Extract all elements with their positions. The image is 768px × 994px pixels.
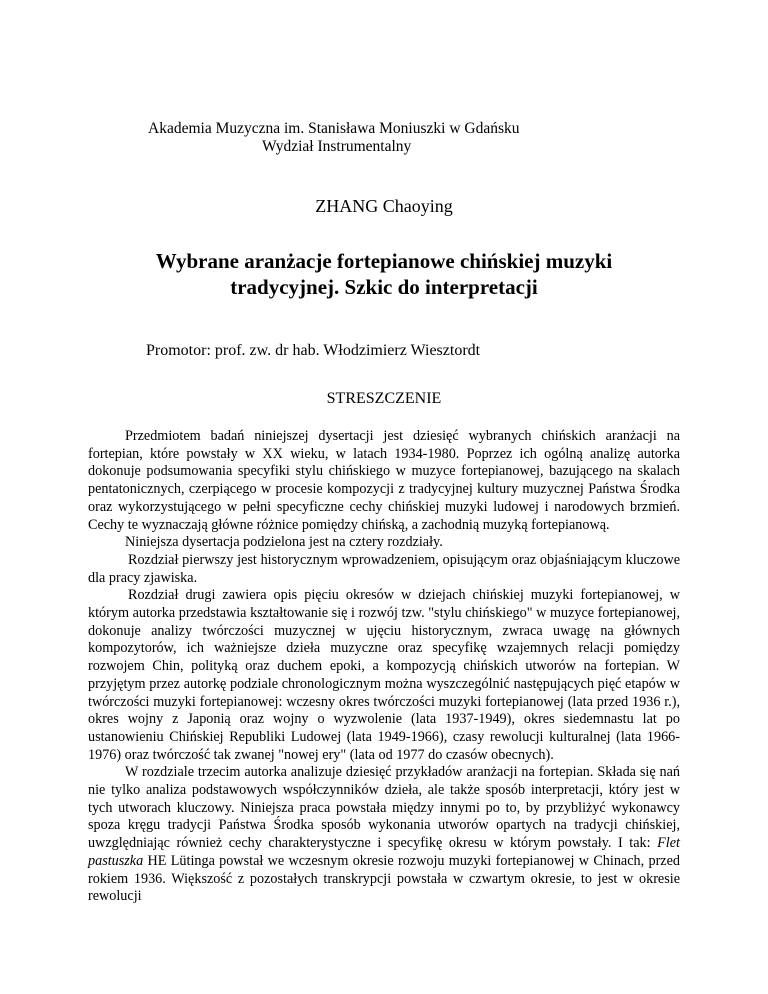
promotor-line: Promotor: prof. zw. dr hab. Włodzimierz Wiesztordt: [146, 342, 481, 359]
paragraph-4: Rozdział drugi zawiera opis pięciu okresów w dziejach chińskiej muzyki fortepianowej, w którym autorka przedstawia kształtowanie się i rozwój tzw. "stylu chińskiego" w muzyce fortepianowej, dokonuje analizy twórczości muzycznej w ujęciu historycznym, zwraca uwagę na głównych kompozytorów, ich ważniejsze dzieła muzyczne oraz specyfikę wzajemnych relacji pomiędzy rozwojem Chin, polityką oraz duchem epoki, a kompozycją chińskich utworów na fortepian. W przyjętym przez autorkę podziale chronologicznym można wyszczególnić następujących pięć etapów w twórczości muzyki fortepianowej: wczesny okres twórczości muzyki fortepianowej (lata przed 1936 r.), okres wojny z Japonią oraz wojny o wyzwolenie (lata 1937-1949), okres siedemnastu lat po ustanowieniu Chińskiej Republiki Ludowej (lata 1949-1966), czasy rewolucji kulturalnej (lata 1966-1976) oraz twórczość tak zwanej "nowej ery" (lata od 1977 do czasów obecnych).: [88, 587, 680, 763]
author-name: ZHANG Chaoying: [315, 196, 453, 216]
institution-name: Akademia Muzyczna im. Stanisława Moniuszki w Gdańsku: [148, 120, 520, 137]
summary-heading: STRESZCZENIE: [326, 390, 442, 407]
work-title-flet-pastuszka: Flet pastuszka: [88, 835, 680, 869]
paragraph-2: Niniejsza dysertacja podzielona jest na cztery rozdziały.: [125, 534, 443, 551]
faculty-name: Wydział Instrumentalny: [262, 138, 412, 155]
paragraph-5-part-a: W rozdziale trzecim autorka analizuje dziesięć przykładów aranżacji na fortepian. Składa się nań nie tylko analiza podstawowych współczynników dzieła, ale także sposób interpretacji, który jest w tych utworach kluczowy. Niniejsza praca powstała między innymi po to, by przybliżyć wykonawcy spoza kręgu tradycji Państwa Środka sposób wykonania utworów opartych na tradycji chińskiej, uwzględniając również cechy charakterystyczne i specyfikę okresu w którym powstały. I tak:: [88, 764, 680, 852]
summary-body: [88, 428, 680, 906]
paragraph-1: Przedmiotem badań niniejszej dysertacji jest dziesięć wybranych chińskich aranżacji na fortepian, które powstały w XX wieku, w latach 1934-1980. Poprzez ich ogólną analizę autorka dokonuje podsumowania specyfiki stylu chińskiego w muzyce fortepianowej, bazującego na skalach pentatonicznych, czerpiącego w procesie kompozycji z tradycyjnej kultury muzycznej Państwa Środka oraz wykorzystującego w pełni specyficzne cechy chińskiej muzyki ludowej i narodowych brzmień. Cechy te wyznaczają główne różnice pomiędzy chińską, a zachodnią muzyką fortepianową.: [88, 428, 680, 533]
thesis-title: [0, 248, 768, 300]
thesis-title-line-1: Wybrane aranżacje fortepianowe chińskiej muzyki: [155, 249, 613, 273]
paragraph-5: [88, 764, 680, 906]
paragraph-3: Rozdział pierwszy jest historycznym wprowadzeniem, opisującym oraz objaśniającym kluczowe dla pracy zjawiska.: [88, 551, 680, 586]
thesis-title-line-2: tradycyjnej. Szkic do interpretacji: [230, 275, 538, 299]
paragraph-5-part-b: HE Lütinga powstał we wczesnym okresie rozwoju muzyki fortepianowej w Chinach, przed rokiem 1936. Większość z pozostałych transkrypcji powstała w czwartym okresie, to jest w okresie rewolucji: [88, 852, 680, 905]
